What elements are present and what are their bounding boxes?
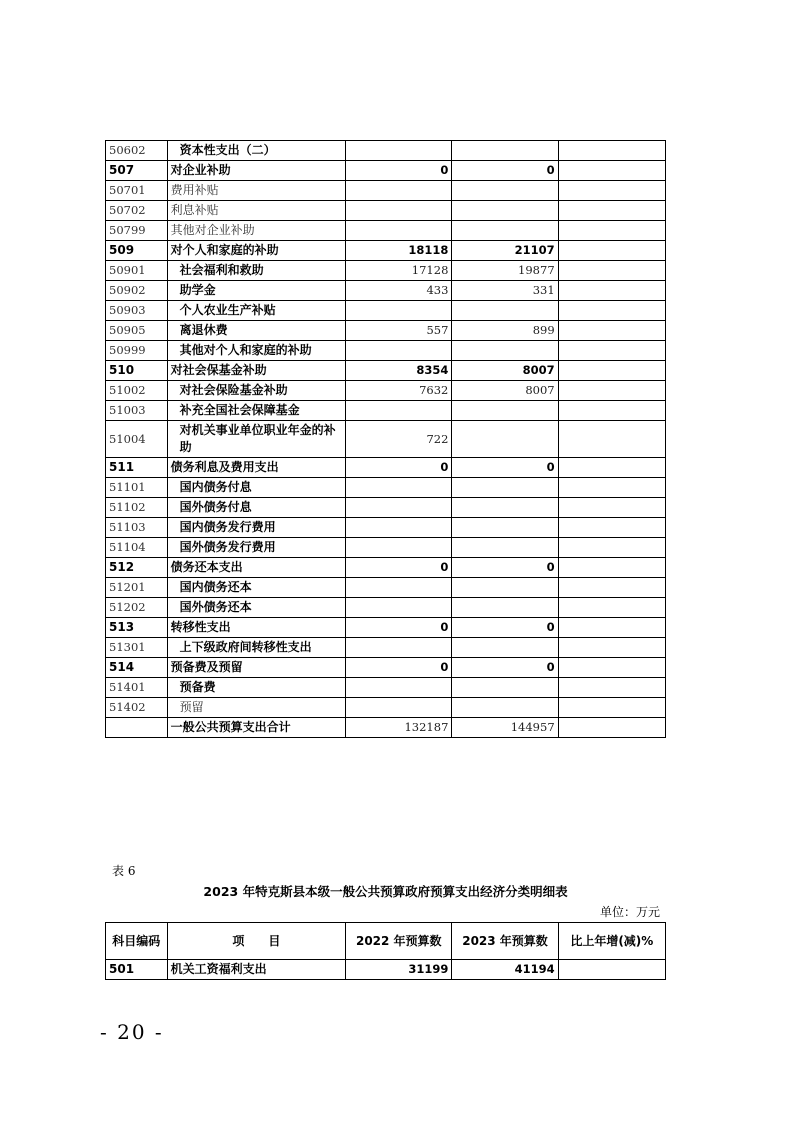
table-number-label: 表 6 — [112, 864, 136, 878]
row-2022-value: 0 — [346, 458, 452, 478]
table-row — [106, 618, 666, 638]
row-2023-value — [452, 201, 558, 221]
row-2022-value — [346, 141, 452, 161]
table-row — [106, 578, 666, 598]
table-row — [106, 221, 666, 241]
row-item-name: 助学金 — [167, 281, 346, 301]
row-2022-value: 722 — [346, 421, 452, 458]
row-change — [558, 241, 665, 261]
row-change — [558, 381, 665, 401]
row-2023-value — [452, 538, 558, 558]
row-code: 514 — [106, 658, 168, 678]
header-item: 项 目 — [167, 923, 346, 960]
row-code: 50901 — [106, 261, 168, 281]
row-code: 51202 — [106, 598, 168, 618]
row-item-name: 对社会保险基金补助 — [167, 381, 346, 401]
row-code: 510 — [106, 361, 168, 381]
row-change — [558, 301, 665, 321]
row-code: 50701 — [106, 181, 168, 201]
row-item-name: 离退休费 — [167, 321, 346, 341]
unit-label: 单位：万元 — [599, 905, 660, 919]
row-item-name: 社会福利和救助 — [167, 261, 346, 281]
row-code — [106, 718, 168, 738]
header-2022-budget: 2022 年预算数 — [346, 923, 452, 960]
header-code: 科目编码 — [106, 923, 168, 960]
row-2023-value — [452, 301, 558, 321]
row-code: 51201 — [106, 578, 168, 598]
table-row — [106, 558, 666, 578]
table-row — [106, 598, 666, 618]
row-code: 51103 — [106, 518, 168, 538]
row-change — [558, 618, 665, 638]
row-code: 50999 — [106, 341, 168, 361]
table-row — [106, 698, 666, 718]
row-item-name: 预备费及预留 — [167, 658, 346, 678]
header-2023-budget: 2023 年预算数 — [452, 923, 558, 960]
row-code: 51402 — [106, 698, 168, 718]
row-2023-value — [452, 401, 558, 421]
row-2023-value: 21107 — [452, 241, 558, 261]
row-2022-value: 17128 — [346, 261, 452, 281]
row-2022-value: 433 — [346, 281, 452, 301]
economic-classification-table — [105, 922, 666, 980]
table-row — [106, 201, 666, 221]
upper-budget-table — [105, 140, 666, 738]
row-item-name: 利息补贴 — [167, 201, 346, 221]
row-2022-value — [346, 578, 452, 598]
row-2023-value: 0 — [452, 161, 558, 181]
row-item-name: 其他对企业补助 — [167, 221, 346, 241]
row-2023-value — [452, 638, 558, 658]
row-2023-value: 899 — [452, 321, 558, 341]
row-code: 51301 — [106, 638, 168, 658]
row-2022-value — [346, 301, 452, 321]
row-change — [558, 221, 665, 241]
row-2022-value — [346, 698, 452, 718]
row-code: 51401 — [106, 678, 168, 698]
row-2022-value — [346, 221, 452, 241]
row-code: 50602 — [106, 141, 168, 161]
row-2023-value — [452, 421, 558, 458]
table-row — [106, 538, 666, 558]
row-item-name: 其他对个人和家庭的补助 — [167, 341, 346, 361]
row-change — [558, 341, 665, 361]
row-2022-value — [346, 678, 452, 698]
row-change — [558, 658, 665, 678]
row-2022-value: 31199 — [346, 960, 452, 980]
row-2023-value — [452, 518, 558, 538]
table-row — [106, 381, 666, 401]
row-2023-value — [452, 221, 558, 241]
row-change — [558, 638, 665, 658]
row-2023-value: 19877 — [452, 261, 558, 281]
row-2023-value: 0 — [452, 658, 558, 678]
row-2023-value: 0 — [452, 458, 558, 478]
lower-table-body — [106, 960, 666, 980]
row-code: 51002 — [106, 381, 168, 401]
row-2022-value: 7632 — [346, 381, 452, 401]
row-2022-value: 132187 — [346, 718, 452, 738]
row-change — [558, 598, 665, 618]
row-item-name: 一般公共预算支出合计 — [167, 718, 346, 738]
row-code: 50702 — [106, 201, 168, 221]
row-2022-value: 557 — [346, 321, 452, 341]
row-2023-value — [452, 498, 558, 518]
row-2023-value: 41194 — [452, 960, 558, 980]
row-item-name: 个人农业生产补贴 — [167, 301, 346, 321]
row-2023-value — [452, 698, 558, 718]
table-row — [106, 960, 666, 980]
upper-table-body — [106, 141, 666, 738]
row-2023-value — [452, 141, 558, 161]
table-row — [106, 301, 666, 321]
row-2023-value — [452, 678, 558, 698]
row-item-name: 转移性支出 — [167, 618, 346, 638]
table-row — [106, 678, 666, 698]
row-2023-value — [452, 598, 558, 618]
table-row — [106, 341, 666, 361]
table-row — [106, 421, 666, 458]
row-item-name: 国外债务付息 — [167, 498, 346, 518]
table-row — [106, 478, 666, 498]
row-item-name: 补充全国社会保障基金 — [167, 401, 346, 421]
row-2022-value: 0 — [346, 658, 452, 678]
table-row — [106, 718, 666, 738]
row-2022-value — [346, 518, 452, 538]
table-row — [106, 401, 666, 421]
row-2022-value — [346, 638, 452, 658]
row-2022-value — [346, 538, 452, 558]
table-row — [106, 161, 666, 181]
row-change — [558, 478, 665, 498]
row-change — [558, 401, 665, 421]
row-item-name: 上下级政府间转移性支出 — [167, 638, 346, 658]
table-row — [106, 181, 666, 201]
row-change — [558, 458, 665, 478]
header-change-percent: 比上年增(减)% — [558, 923, 665, 960]
row-code: 513 — [106, 618, 168, 638]
row-2023-value: 0 — [452, 618, 558, 638]
row-code: 51003 — [106, 401, 168, 421]
table-row — [106, 458, 666, 478]
row-code: 51102 — [106, 498, 168, 518]
row-2023-value — [452, 181, 558, 201]
row-2022-value — [346, 201, 452, 221]
row-item-name: 对机关事业单位职业年金的补助 — [167, 421, 346, 458]
row-item-name: 债务还本支出 — [167, 558, 346, 578]
row-item-name: 费用补贴 — [167, 181, 346, 201]
row-item-name: 对个人和家庭的补助 — [167, 241, 346, 261]
row-change — [558, 518, 665, 538]
row-2022-value: 0 — [346, 558, 452, 578]
row-code: 511 — [106, 458, 168, 478]
row-2023-value: 331 — [452, 281, 558, 301]
row-2022-value — [346, 478, 452, 498]
row-item-name: 国内债务还本 — [167, 578, 346, 598]
row-item-name: 机关工资福利支出 — [167, 960, 346, 980]
row-change — [558, 421, 665, 458]
row-2023-value — [452, 578, 558, 598]
row-item-name: 预留 — [167, 698, 346, 718]
row-code: 51004 — [106, 421, 168, 458]
table-title: 2023 年特克斯县本级一般公共预算政府预算支出经济分类明细表 — [203, 884, 568, 899]
row-2022-value — [346, 598, 452, 618]
row-2022-value: 0 — [346, 618, 452, 638]
row-code: 509 — [106, 241, 168, 261]
row-change — [558, 321, 665, 341]
row-2022-value: 0 — [346, 161, 452, 181]
row-change — [558, 141, 665, 161]
table-row — [106, 281, 666, 301]
row-code: 51101 — [106, 478, 168, 498]
row-change — [558, 201, 665, 221]
row-code: 50902 — [106, 281, 168, 301]
row-item-name: 对社会保基金补助 — [167, 361, 346, 381]
row-item-name: 资本性支出（二） — [167, 141, 346, 161]
row-2023-value: 144957 — [452, 718, 558, 738]
table-row — [106, 321, 666, 341]
row-2022-value: 8354 — [346, 361, 452, 381]
row-change — [558, 960, 665, 980]
table-row — [106, 361, 666, 381]
row-change — [558, 181, 665, 201]
row-change — [558, 558, 665, 578]
row-code: 501 — [106, 960, 168, 980]
row-2022-value: 18118 — [346, 241, 452, 261]
table-row — [106, 141, 666, 161]
row-2022-value — [346, 498, 452, 518]
row-item-name: 债务利息及费用支出 — [167, 458, 346, 478]
row-change — [558, 718, 665, 738]
row-change — [558, 498, 665, 518]
row-2023-value — [452, 341, 558, 361]
row-code: 507 — [106, 161, 168, 181]
row-change — [558, 698, 665, 718]
row-2023-value: 8007 — [452, 381, 558, 401]
row-code: 50799 — [106, 221, 168, 241]
row-item-name: 国内债务付息 — [167, 478, 346, 498]
row-change — [558, 678, 665, 698]
table-row — [106, 261, 666, 281]
row-change — [558, 261, 665, 281]
row-code: 51104 — [106, 538, 168, 558]
row-2022-value — [346, 341, 452, 361]
table-row — [106, 241, 666, 261]
row-2022-value — [346, 181, 452, 201]
row-item-name: 预备费 — [167, 678, 346, 698]
row-item-name: 国内债务发行费用 — [167, 518, 346, 538]
table-row — [106, 518, 666, 538]
table-row — [106, 658, 666, 678]
row-change — [558, 361, 665, 381]
row-change — [558, 281, 665, 301]
row-2022-value — [346, 401, 452, 421]
row-2023-value: 0 — [452, 558, 558, 578]
row-item-name: 对企业补助 — [167, 161, 346, 181]
table-row — [106, 498, 666, 518]
row-code: 50905 — [106, 321, 168, 341]
page-number: - 20 - — [100, 1020, 164, 1044]
row-code: 512 — [106, 558, 168, 578]
table-row — [106, 638, 666, 658]
row-change — [558, 161, 665, 181]
row-code: 50903 — [106, 301, 168, 321]
row-item-name: 国外债务还本 — [167, 598, 346, 618]
row-change — [558, 578, 665, 598]
row-change — [558, 538, 665, 558]
row-2023-value: 8007 — [452, 361, 558, 381]
row-item-name: 国外债务发行费用 — [167, 538, 346, 558]
table-header-row — [106, 923, 666, 960]
row-2023-value — [452, 478, 558, 498]
